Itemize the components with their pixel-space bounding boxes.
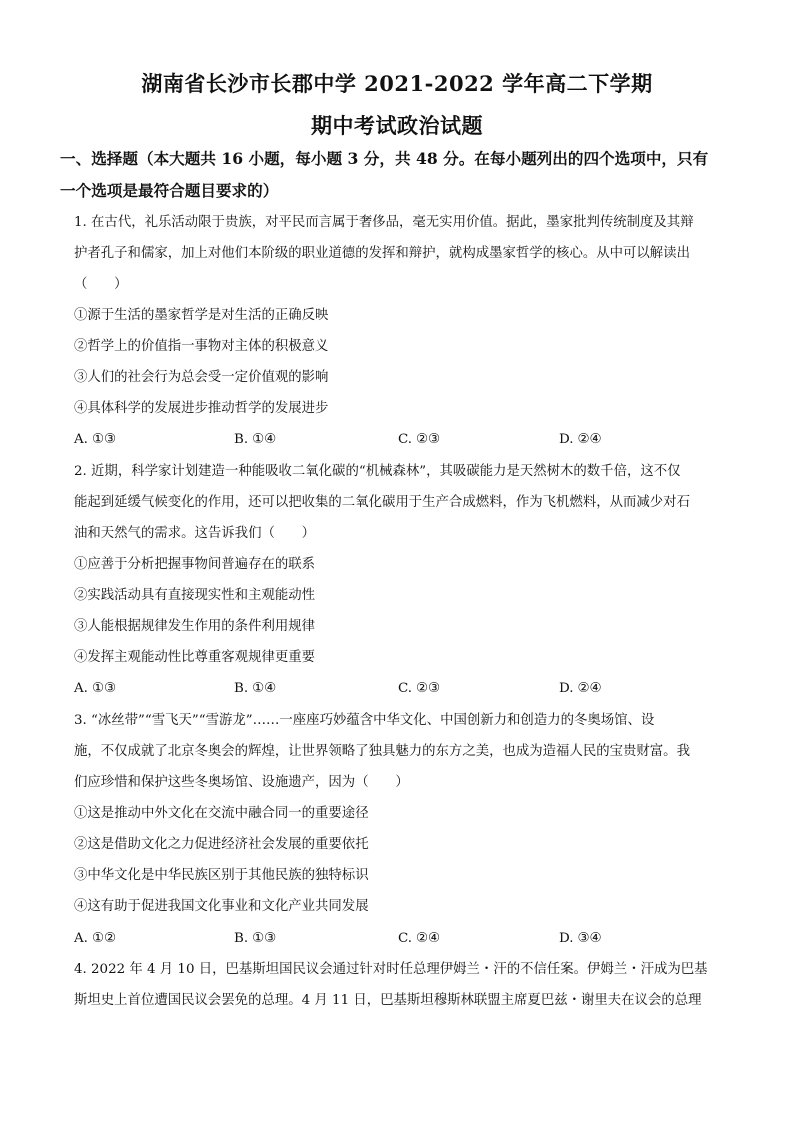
- option-letter: A.: [74, 931, 88, 946]
- option-letter: A.: [74, 681, 88, 696]
- option-text: ②③: [416, 432, 441, 447]
- option-d: [559, 430, 602, 450]
- option-text: ①③: [91, 681, 116, 696]
- option-letter: D.: [559, 931, 574, 946]
- question-3-options: [74, 929, 724, 949]
- question-3-item: ④这有助于促进我国文化事业和文化产业共同发展: [74, 899, 369, 914]
- question-2-stem: 能起到延缓气候变化的作用，还可以把收集的二氧化碳用于生产合成燃料，作为飞机燃料，从而减少对石: [74, 495, 690, 510]
- option-a: [74, 929, 116, 949]
- question-1-stem: 护者孔子和儒家，加上对他们本阶级的职业道德的发挥和辩护，就构成墨家哲学的核心。从中可以解读出: [74, 246, 690, 261]
- page-title: 湖南省长沙市长郡中学 2021-2022 学年高二下学期: [141, 71, 653, 96]
- question-2-stem: 2. 近期，科学家计划建造一种能吸收二氧化碳的“机械森林”，其吸碳能力是天然树木的数千倍，这不仅: [74, 464, 681, 479]
- question-4-stem: 4. 2022 年 4 月 10 日，巴基斯坦国民议会通过针对时任总理伊姆兰・汗的不信任案。伊姆兰・汗成为巴基: [74, 962, 708, 977]
- option-letter: D.: [559, 432, 574, 447]
- option-text: ①④: [252, 681, 277, 696]
- page-subtitle: 期中考试政治试题: [311, 113, 483, 138]
- option-a: [74, 679, 116, 699]
- question-1-item: ①源于生活的墨家哲学是对生活的正确反映: [74, 308, 329, 323]
- question-1-item: ③人们的社会行为总会受一定价值观的影响: [74, 370, 329, 385]
- question-1-item: ②哲学上的价值指一事物对主体的积极意义: [74, 339, 329, 354]
- question-4-stem: 斯坦史上首位遭国民议会罢免的总理。4 月 11 日，巴基斯坦穆斯林联盟主席夏巴兹・谢里夫在议会的总理: [74, 993, 702, 1008]
- question-3-item: ③中华文化是中华民族区别于其他民族的独特标识: [74, 868, 369, 883]
- option-text: ①③: [91, 432, 116, 447]
- question-3-stem: 3. “冰丝带”“雪飞天”“雪游龙”……一座座巧妙蕴含中华文化、中国创新力和创造力的冬奥场馆、设: [74, 713, 655, 728]
- option-d: [559, 679, 602, 699]
- option-a: [74, 430, 116, 450]
- option-letter: C.: [398, 432, 413, 447]
- option-letter: B.: [234, 432, 249, 447]
- option-text: ③④: [577, 931, 602, 946]
- option-letter: C.: [398, 681, 413, 696]
- option-text: ①④: [252, 432, 277, 447]
- question-1-item: ④具体科学的发展进步推动哲学的发展进步: [74, 401, 329, 416]
- option-letter: B.: [234, 681, 249, 696]
- question-1-stem: 1. 在古代，礼乐活动限于贵族，对平民而言属于奢侈品，毫无实用价值。据此，墨家批判传统制度及其辩: [74, 215, 694, 230]
- option-c: [398, 679, 440, 699]
- option-d: [559, 929, 602, 949]
- option-b: [234, 679, 276, 699]
- question-2-stem: 油和天然气的需求。这告诉我们（ ）: [74, 526, 316, 541]
- option-text: ①③: [252, 931, 277, 946]
- option-c: [398, 929, 440, 949]
- question-2-options: [74, 679, 724, 699]
- question-3-item: ②这是借助文化之力促进经济社会发展的重要依托: [74, 837, 369, 852]
- option-text: ②④: [416, 931, 441, 946]
- section-heading: 一、选择题（本大题共 16 小题，每小题 3 分，共 48 分。在每小题列出的四个选项中，只有: [60, 149, 709, 168]
- option-text: ②④: [577, 432, 602, 447]
- question-2-item: ②实践活动具有直接现实性和主观能动性: [74, 588, 316, 603]
- option-c: [398, 430, 440, 450]
- question-2-item: ③人能根据规律发生作用的条件利用规律: [74, 619, 316, 634]
- option-text: ①②: [91, 931, 116, 946]
- question-1-options: [74, 430, 724, 450]
- option-b: [234, 929, 276, 949]
- option-letter: A.: [74, 432, 88, 447]
- section-heading-cont: 一个选项是最符合题目要求的）: [60, 181, 279, 200]
- option-b: [234, 430, 276, 450]
- option-letter: C.: [398, 931, 413, 946]
- option-letter: B.: [234, 931, 249, 946]
- option-text: ②④: [577, 681, 602, 696]
- question-3-stem: 施，不仅成就了北京冬奥会的辉煌，让世界领略了独具魅力的东方之美，也成为造福人民的宝贵财富。我: [74, 744, 690, 759]
- question-2-item: ①应善于分析把握事物间普遍存在的联系: [74, 557, 316, 572]
- question-3-stem: 们应珍惜和保护这些冬奥场馆、设施遗产，因为（ ）: [74, 775, 409, 790]
- question-1-blank: （ ）: [74, 277, 128, 292]
- question-3-item: ①这是推动中外文化在交流中融合同一的重要途径: [74, 806, 369, 821]
- question-2-item: ④发挥主观能动性比尊重客观规律更重要: [74, 650, 316, 665]
- option-text: ②③: [416, 681, 441, 696]
- option-letter: D.: [559, 681, 574, 696]
